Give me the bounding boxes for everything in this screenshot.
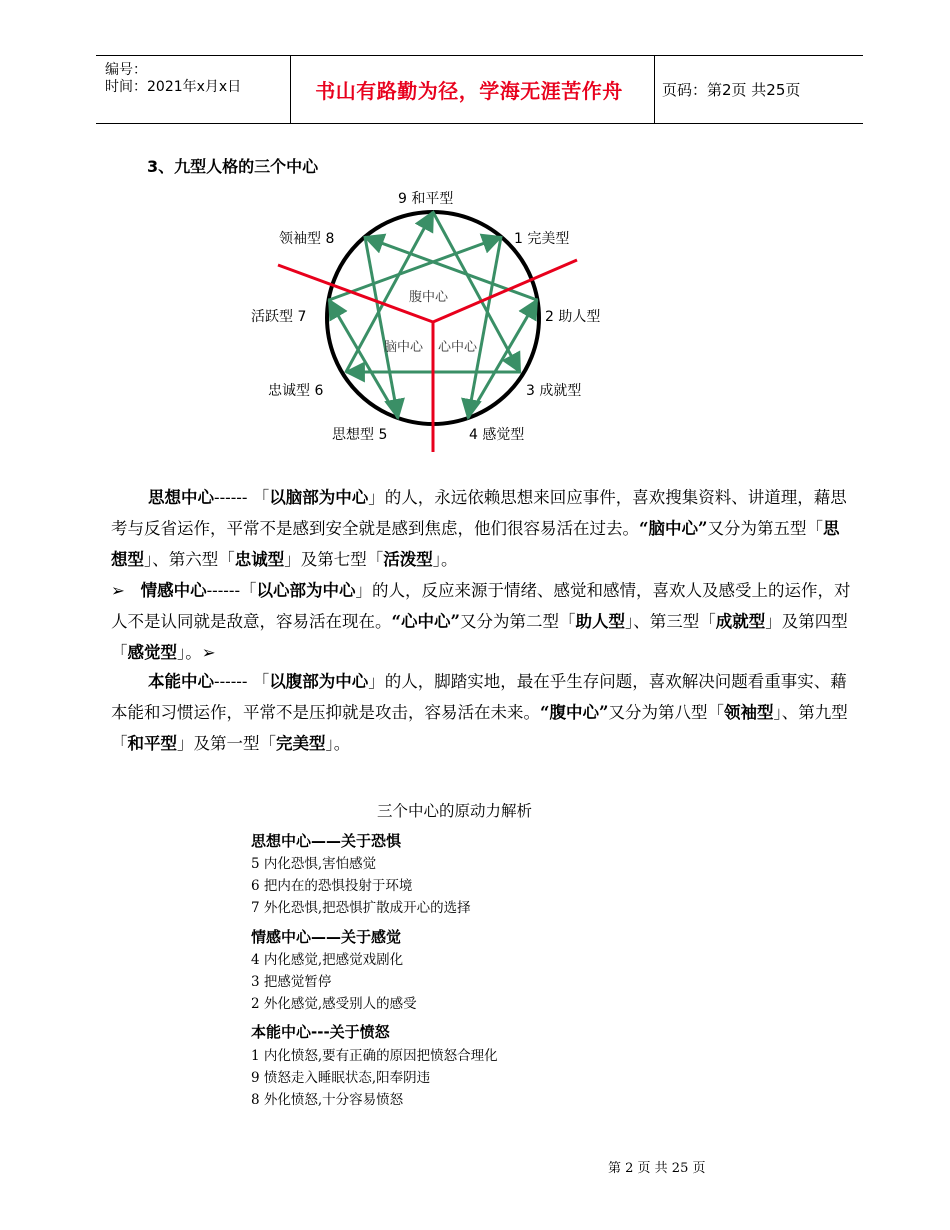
text: 又分为第二型「 [459, 612, 576, 631]
group-heading: 思想中心——关于恐惧 [251, 832, 402, 850]
label-type-3: 3 成就型 [526, 383, 582, 399]
paragraph-feeling-center [111, 575, 851, 668]
text: 」的人，脚踏实地，最在乎生存问题，喜欢解决问题看重事实、藉本能和习惯运作，平常不是压抑就是攻击，容易活在未来。 [111, 672, 847, 722]
list-item: 8 外化愤怒,十分容易愤怒 [251, 1092, 404, 1108]
bullet-icon: ➢ [201, 643, 216, 662]
label-gut-center: 腹中心 [409, 290, 449, 305]
footer-page-number: 第 2 页 共 25 页 [608, 1161, 706, 1176]
label-type-7: 活跃型 7 [251, 309, 307, 325]
list-item: 5 内化恐惧,害怕感觉 [251, 856, 377, 872]
text: 」的人，反应来源于情绪、感觉和感情，喜欢人及感受上的运作，对人不是认同就是敌意，容易活在现在。 [111, 581, 851, 631]
list-item: 1 内化愤怒,要有正确的原因把愤怒合理化 [251, 1048, 498, 1064]
term: 忠诚型 [234, 550, 285, 569]
label-type-8: 领袖型 8 [279, 231, 335, 247]
text: ------ 「 [214, 488, 270, 507]
text: 」的人，永远依赖思想来回应事件，喜欢搜集资料、讲道理，藉思考与反省运作，平常不是感到安全就是感到焦虑，他们很容易活在过去。 [111, 488, 847, 538]
bullet-icon: ➢ [111, 581, 125, 600]
enneagram-diagram [0, 0, 950, 470]
term: 成就型 [715, 612, 766, 631]
analysis-title: 三个中心的原动力解析 [377, 802, 533, 820]
paragraph-instinct-center [111, 666, 851, 759]
section-title: 3、九型人格的三个中心 [147, 157, 319, 176]
term: 以脑部为中心 [269, 488, 369, 507]
paragraph-thinking-center [111, 482, 851, 575]
term: “脑中心” [639, 519, 708, 538]
text: 」。 [177, 643, 202, 662]
term: 以腹部为中心 [269, 672, 369, 691]
term: 完美型 [276, 734, 326, 753]
text: 」及第四型「 [111, 612, 848, 662]
term: 领袖型 [723, 703, 774, 722]
text: 」。 [432, 550, 458, 569]
label-type-5: 思想型 5 [332, 427, 388, 443]
header-page-info: 页码：第2页 共25页 [662, 81, 801, 99]
header-motto: 书山有路勤为径，学海无涯苦作舟 [315, 79, 623, 103]
term: 思想中心 [148, 488, 214, 507]
term: 情感中心 [140, 581, 207, 600]
term: 本能中心 [148, 672, 214, 691]
text: 」及第一型「 [177, 734, 276, 753]
label-type-9: 9 和平型 [398, 191, 454, 207]
text: 又分为第八型「 [608, 703, 724, 722]
term: “心中心” [391, 612, 460, 631]
term: 活泼型 [383, 550, 433, 569]
label-type-1: 1 完美型 [514, 231, 570, 247]
text: 又分为第五型「 [707, 519, 823, 538]
term: “腹中心” [540, 703, 609, 722]
group-heading: 情感中心——关于感觉 [251, 928, 402, 946]
text: ------ 「 [214, 672, 270, 691]
list-item: 9 愤怒走入睡眠状态,阳奉阴违 [251, 1070, 431, 1086]
term: 和平型 [127, 734, 177, 753]
list-item: 7 外化恐惧,把恐惧扩散成开心的选择 [251, 900, 471, 916]
list-item: 2 外化感觉,感受别人的感受 [251, 996, 417, 1012]
label-type-6: 忠诚型 6 [268, 383, 324, 399]
term: 感觉型 [127, 643, 177, 662]
list-item: 6 把内在的恐惧投射于环境 [251, 878, 413, 894]
group-heading: 本能中心---关于愤怒 [251, 1023, 390, 1041]
number-label: 编号： [105, 62, 147, 78]
list-item: 4 内化感觉,把感觉戏剧化 [251, 952, 404, 968]
label-type-2: 2 助人型 [545, 309, 601, 325]
label-heart-center: 心中心 [438, 340, 478, 355]
text: 」。 [325, 734, 351, 753]
time-label: 时间：2021年x月x日 [105, 79, 242, 95]
text: 」、第六型「 [144, 550, 235, 569]
term: 以心部为中心 [256, 581, 356, 600]
list-item: 3 把感觉暂停 [251, 974, 332, 990]
label-head-center: 脑中心 [384, 340, 424, 355]
term: 思想型 [111, 519, 840, 569]
text: ------「 [206, 581, 257, 600]
label-type-4: 4 感觉型 [469, 427, 525, 443]
text: 」、第九型「 [111, 703, 848, 753]
text: 」、第三型「 [624, 612, 716, 631]
term: 助人型 [575, 612, 625, 631]
text: 」及第七型「 [284, 550, 384, 569]
